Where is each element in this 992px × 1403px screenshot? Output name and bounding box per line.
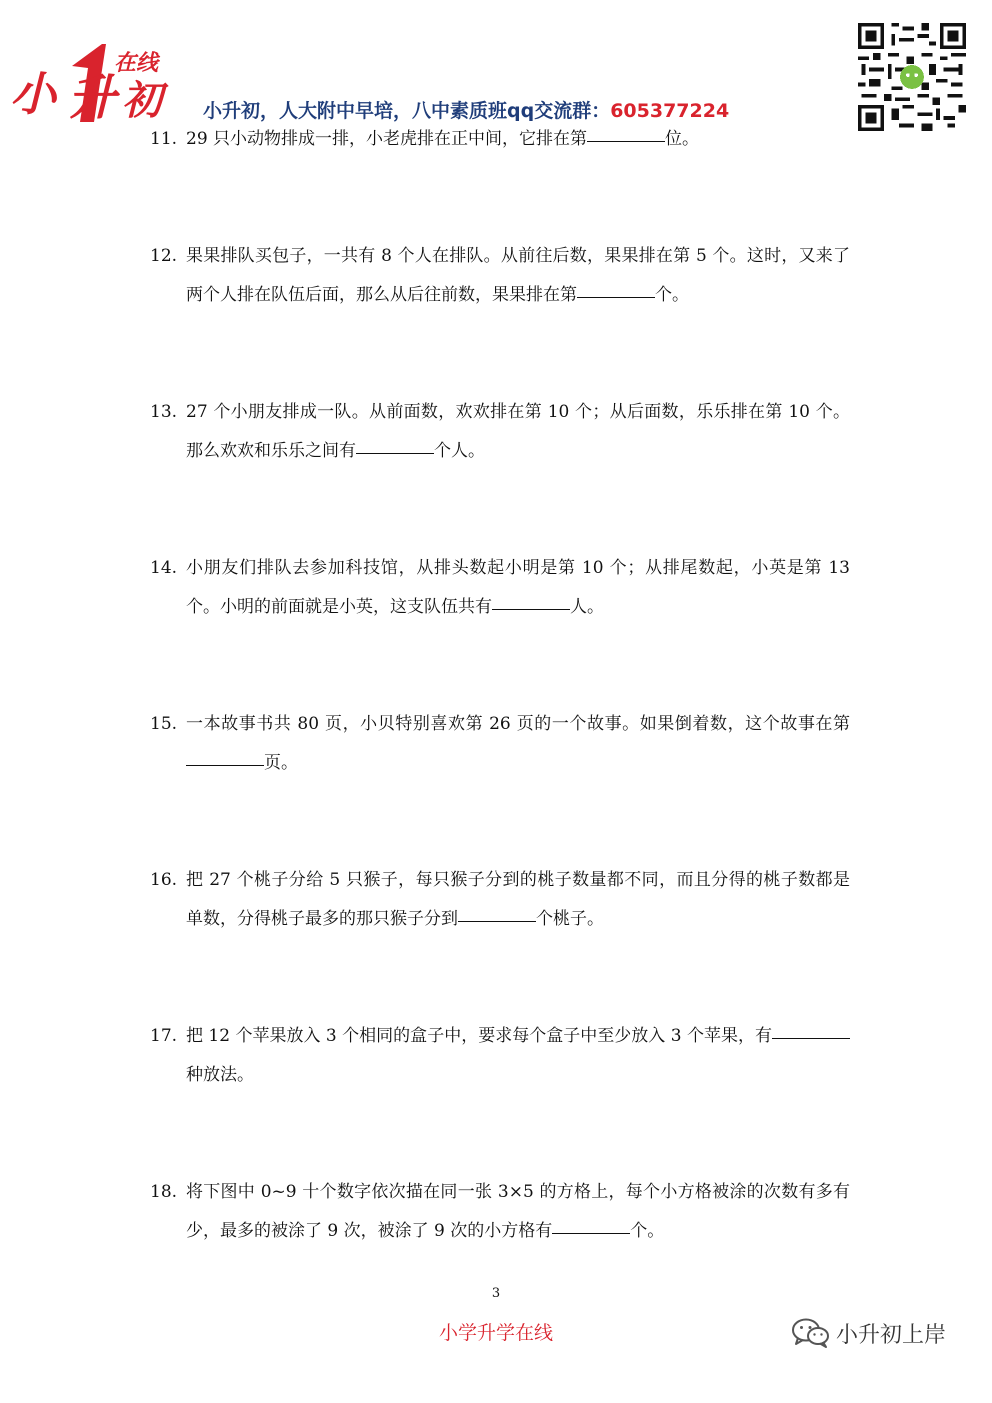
problem-17 bbox=[150, 1017, 850, 1095]
problem-11 bbox=[150, 120, 850, 159]
problem-13 bbox=[150, 393, 850, 471]
problem-text: 29 只小动物排成一排，小老虎排在正中间，它排在第 bbox=[186, 129, 588, 149]
answer-blank[interactable] bbox=[552, 1232, 630, 1234]
problem-number: 15. bbox=[150, 714, 178, 734]
problem-text-end: 人。 bbox=[570, 597, 604, 617]
problem-15 bbox=[150, 705, 850, 783]
problem-text-end: 种放法。 bbox=[186, 1065, 254, 1085]
problem-number: 17. bbox=[150, 1026, 178, 1046]
problem-number: 13. bbox=[150, 402, 178, 422]
problem-text-end: 个人。 bbox=[434, 441, 485, 461]
problem-text-end: 个。 bbox=[630, 1221, 665, 1241]
problem-text: 将下图中 0~9 十个数字依次描在同一张 3×5 的方格上，每个小方格被涂的次数有多有少，最多的被涂了 9 次，被涂了 9 次的小方格有 bbox=[186, 1182, 850, 1241]
banner-text: 小升初，人大附中早培，八中素质班qq交流群： bbox=[203, 100, 611, 122]
problem-16 bbox=[150, 861, 850, 939]
watermark-text: 小升初上岸 bbox=[836, 1322, 947, 1348]
footer-text: 小学升学在线 bbox=[438, 1322, 553, 1344]
answer-blank[interactable] bbox=[356, 452, 434, 454]
answer-blank[interactable] bbox=[458, 920, 536, 922]
problem-number: 12. bbox=[150, 246, 178, 266]
wechat-watermark bbox=[790, 1316, 946, 1350]
svg-text:升: 升 bbox=[68, 70, 117, 124]
problem-text-end: 个。 bbox=[655, 285, 689, 305]
problem-text-end: 页。 bbox=[264, 753, 298, 773]
problem-text: 把 12 个苹果放入 3 个相同的盒子中，要求每个盒子中至少放入 3 个苹果，有 bbox=[186, 1026, 772, 1046]
problem-text: 果果排队买包子，一共有 8 个人在排队。从前往后数，果果排在第 5 个。这时，又来了两个人排在队伍后面，那么从后往前数，果果排在第 bbox=[186, 246, 850, 305]
answer-blank[interactable] bbox=[772, 1037, 850, 1039]
logo bbox=[10, 40, 170, 124]
answer-blank[interactable] bbox=[492, 608, 570, 610]
problem-text: 27 个小朋友排成一队。从前面数，欢欢排在第 10 个；从后面数，乐乐排在第 10 个。那么欢欢和乐乐之间有 bbox=[186, 402, 850, 461]
problem-number: 18. bbox=[150, 1182, 178, 1202]
problem-text: 小朋友们排队去参加科技馆，从排头数起小明是第 10 个；从排尾数起，小英是第 13 个。小明的前面就是小英，这支队伍共有 bbox=[186, 558, 850, 617]
problem-text-end: 位。 bbox=[665, 129, 700, 149]
qr-code-icon bbox=[858, 19, 966, 135]
qq-group-banner bbox=[203, 96, 729, 123]
qq-number: 605377224 bbox=[610, 100, 730, 122]
problem-number: 16. bbox=[150, 870, 178, 890]
svg-text:在线: 在线 bbox=[114, 51, 159, 76]
problem-number: 14. bbox=[150, 558, 178, 578]
answer-blank[interactable] bbox=[186, 764, 264, 766]
svg-text:初: 初 bbox=[122, 78, 162, 124]
answer-blank[interactable] bbox=[577, 296, 655, 298]
answer-blank[interactable] bbox=[587, 140, 665, 142]
problem-number: 11. bbox=[150, 129, 178, 149]
svg-text:小: 小 bbox=[10, 67, 56, 121]
problem-12 bbox=[150, 237, 850, 315]
problem-text: 把 27 个桃子分给 5 只猴子，每只猴子分到的桃子数量都不同，而且分得的桃子数都是单数，分得桃子最多的那只猴子分到 bbox=[186, 870, 850, 929]
wechat-icon bbox=[790, 1316, 832, 1350]
problem-18 bbox=[150, 1173, 850, 1251]
problem-text-end: 个桃子。 bbox=[536, 909, 604, 929]
problem-text: 一本故事书共 80 页，小贝特别喜欢第 26 页的一个故事。如果倒着数，这个故事在第 bbox=[186, 714, 850, 734]
problem-14 bbox=[150, 549, 850, 627]
page-number: 3 bbox=[491, 1286, 501, 1301]
